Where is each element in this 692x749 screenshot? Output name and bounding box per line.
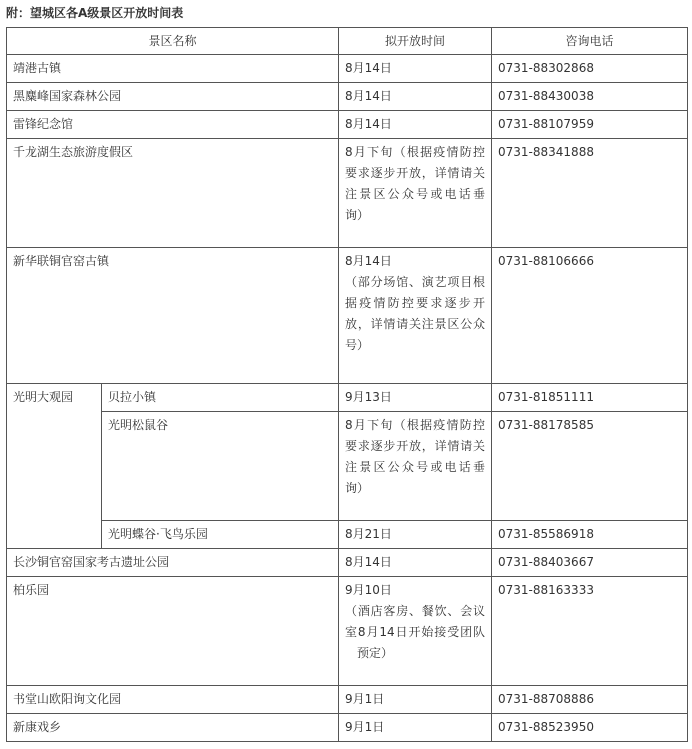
cell-name: 新华联铜官窑古镇 bbox=[7, 248, 339, 384]
time-line: 预定） bbox=[357, 646, 394, 660]
cell-name: 光明松鼠谷 bbox=[102, 412, 339, 521]
table-row bbox=[7, 714, 688, 742]
time-line: 9月10日 bbox=[345, 583, 392, 597]
cell-name: 光明蝶谷·飞鸟乐园 bbox=[102, 521, 339, 549]
time-line: 8月下旬（根据疫情防控 bbox=[345, 145, 486, 159]
cell-name: 柏乐园 bbox=[7, 577, 339, 686]
time-line: 室8月14日开始接受团队 bbox=[345, 625, 486, 639]
header-phone: 咨询电话 bbox=[492, 28, 688, 55]
header-time: 拟开放时间 bbox=[339, 28, 492, 55]
cell-phone: 0731-85586918 bbox=[492, 521, 688, 549]
table-row bbox=[7, 384, 688, 412]
cell-group-name: 光明大观园 bbox=[7, 384, 102, 549]
time-line: 注景区公众号或电话垂 bbox=[345, 187, 486, 201]
cell-name: 雷锋纪念馆 bbox=[7, 111, 339, 139]
page-title: 附：望城区各A级景区开放时间表 bbox=[6, 6, 184, 20]
cell-time bbox=[339, 577, 492, 686]
cell-phone: 0731-88708886 bbox=[492, 686, 688, 714]
cell-time: 9月13日 bbox=[339, 384, 492, 412]
cell-name: 新康戏乡 bbox=[7, 714, 339, 742]
cell-phone: 0731-88523950 bbox=[492, 714, 688, 742]
scenic-spot-table bbox=[6, 27, 688, 742]
cell-name: 靖港古镇 bbox=[7, 55, 339, 83]
time-line: 要求逐步开放，详情请关 bbox=[345, 439, 486, 453]
table-row bbox=[7, 686, 688, 714]
cell-time: 8月14日 bbox=[339, 55, 492, 83]
time-line: 号） bbox=[345, 338, 370, 352]
table-row bbox=[7, 248, 688, 384]
table-row bbox=[7, 577, 688, 686]
cell-phone: 0731-88106666 bbox=[492, 248, 688, 384]
cell-name: 黑麋峰国家森林公园 bbox=[7, 83, 339, 111]
time-line: （酒店客房、餐饮、会议 bbox=[345, 604, 486, 618]
cell-time bbox=[339, 248, 492, 384]
header-name: 景区名称 bbox=[7, 28, 339, 55]
cell-phone: 0731-88341888 bbox=[492, 139, 688, 248]
cell-name: 书堂山欧阳询文化园 bbox=[7, 686, 339, 714]
cell-time: 8月21日 bbox=[339, 521, 492, 549]
cell-time: 9月1日 bbox=[339, 686, 492, 714]
time-line: 要求逐步开放，详情请关 bbox=[345, 166, 486, 180]
cell-time bbox=[339, 139, 492, 248]
table-row bbox=[7, 139, 688, 248]
table-row bbox=[7, 412, 688, 521]
table-row bbox=[7, 549, 688, 577]
table-row bbox=[7, 521, 688, 549]
cell-phone: 0731-88430038 bbox=[492, 83, 688, 111]
cell-phone: 0731-88178585 bbox=[492, 412, 688, 521]
cell-phone: 0731-88107959 bbox=[492, 111, 688, 139]
cell-phone: 0731-88302868 bbox=[492, 55, 688, 83]
time-line: 询） bbox=[345, 208, 370, 222]
cell-time: 8月14日 bbox=[339, 83, 492, 111]
table-row bbox=[7, 111, 688, 139]
cell-phone: 0731-88403667 bbox=[492, 549, 688, 577]
table-row bbox=[7, 55, 688, 83]
cell-time: 8月14日 bbox=[339, 549, 492, 577]
time-line: （部分场馆、演艺项目根 bbox=[345, 275, 486, 289]
cell-name: 千龙湖生态旅游度假区 bbox=[7, 139, 339, 248]
cell-phone: 0731-81851111 bbox=[492, 384, 688, 412]
time-line: 放，详情请关注景区公众 bbox=[345, 317, 486, 331]
time-line: 8月下旬（根据疫情防控 bbox=[345, 418, 486, 432]
time-line: 8月14日 bbox=[345, 254, 392, 268]
cell-name: 长沙铜官窑国家考古遗址公园 bbox=[7, 549, 339, 577]
time-line: 注景区公众号或电话垂 bbox=[345, 460, 486, 474]
cell-name: 贝拉小镇 bbox=[102, 384, 339, 412]
table-row bbox=[7, 83, 688, 111]
cell-time: 8月14日 bbox=[339, 111, 492, 139]
time-line: 询） bbox=[345, 481, 370, 495]
cell-time bbox=[339, 412, 492, 521]
cell-phone: 0731-88163333 bbox=[492, 577, 688, 686]
cell-time: 9月1日 bbox=[339, 714, 492, 742]
time-line: 据疫情防控要求逐步开 bbox=[345, 296, 486, 310]
table-header-row bbox=[7, 28, 688, 55]
